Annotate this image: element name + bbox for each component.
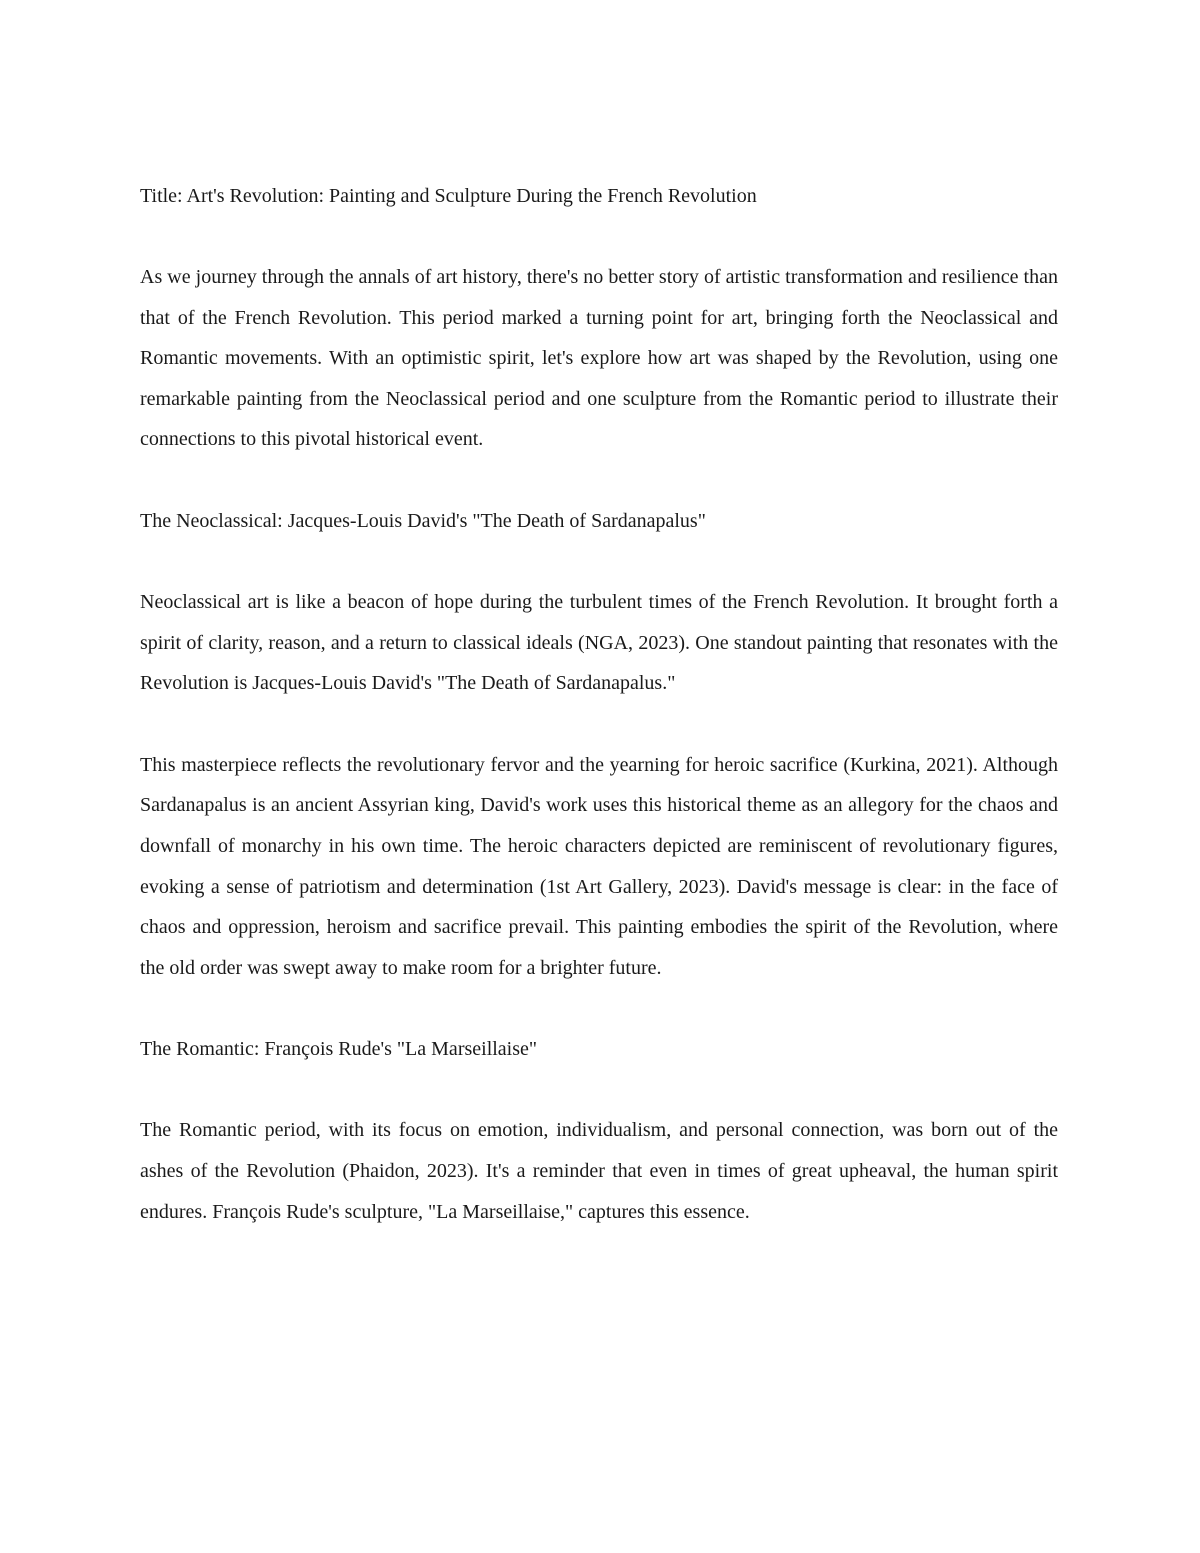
spacer [140, 1069, 1058, 1110]
neoclassical-paragraph-2: This masterpiece reflects the revolutionary fervor and the yearning for heroic sacrifice (Kurkina, 2021). Although Sardanapalus is an ancient Assyrian king, David's work uses this historical theme as an allegory for the chaos and downfall of monarchy in his own time. The heroic characters depicted are reminiscent of revolutionary figures, evoking a sense of patriotism and determination (1st Art Gallery, 2023). David's message is clear: in the face of chaos and oppression, heroism and sacrifice prevail. This painting embodies the spirit of the Revolution, where the old order was swept away to make room for a brighter future. [140, 753, 1058, 979]
spacer [140, 704, 1058, 745]
neoclassical-paragraph-1: Neoclassical art is like a beacon of hope during the turbulent times of the French Revolution. It brought forth a spirit of clarity, reason, and a return to classical ideals (NGA, 2023). One standout painting that resonates with the Revolution is Jacques-Louis David's "The Death of Sardanapalus." [140, 590, 1058, 695]
spacer [140, 988, 1058, 1029]
intro-paragraph: As we journey through the annals of art history, there's no better story of artistic transformation and resilience than that of the French Revolution. This period marked a turning point for art, bringing forth the Neoclassical and Romantic movements. With an optimistic spirit, let's explore how art was shaped by the Revolution, using one remarkable painting from the Neoclassical period and one sculpture from the Romantic period to illustrate their connections to this pivotal historical event. [140, 266, 1058, 451]
spacer [140, 460, 1058, 501]
romantic-paragraph-1: The Romantic period, with its focus on emotion, individualism, and personal connection, was born out of the ashes of the Revolution (Phaidon, 2023). It's a reminder that even in times of great upheaval, the human spirit endures. François Rude's sculpture, "La Marseillaise," captures this essence. [140, 1119, 1058, 1223]
section-heading-neoclassical: The Neoclassical: Jacques-Louis David's "The Death of Sardanapalus" [140, 509, 706, 532]
spacer [140, 541, 1058, 582]
section-heading-romantic: The Romantic: François Rude's "La Marseillaise" [140, 1038, 538, 1061]
document-body [140, 176, 1058, 1232]
document-title: Title: Art's Revolution: Painting and Sculpture During the French Revolution [140, 185, 757, 207]
